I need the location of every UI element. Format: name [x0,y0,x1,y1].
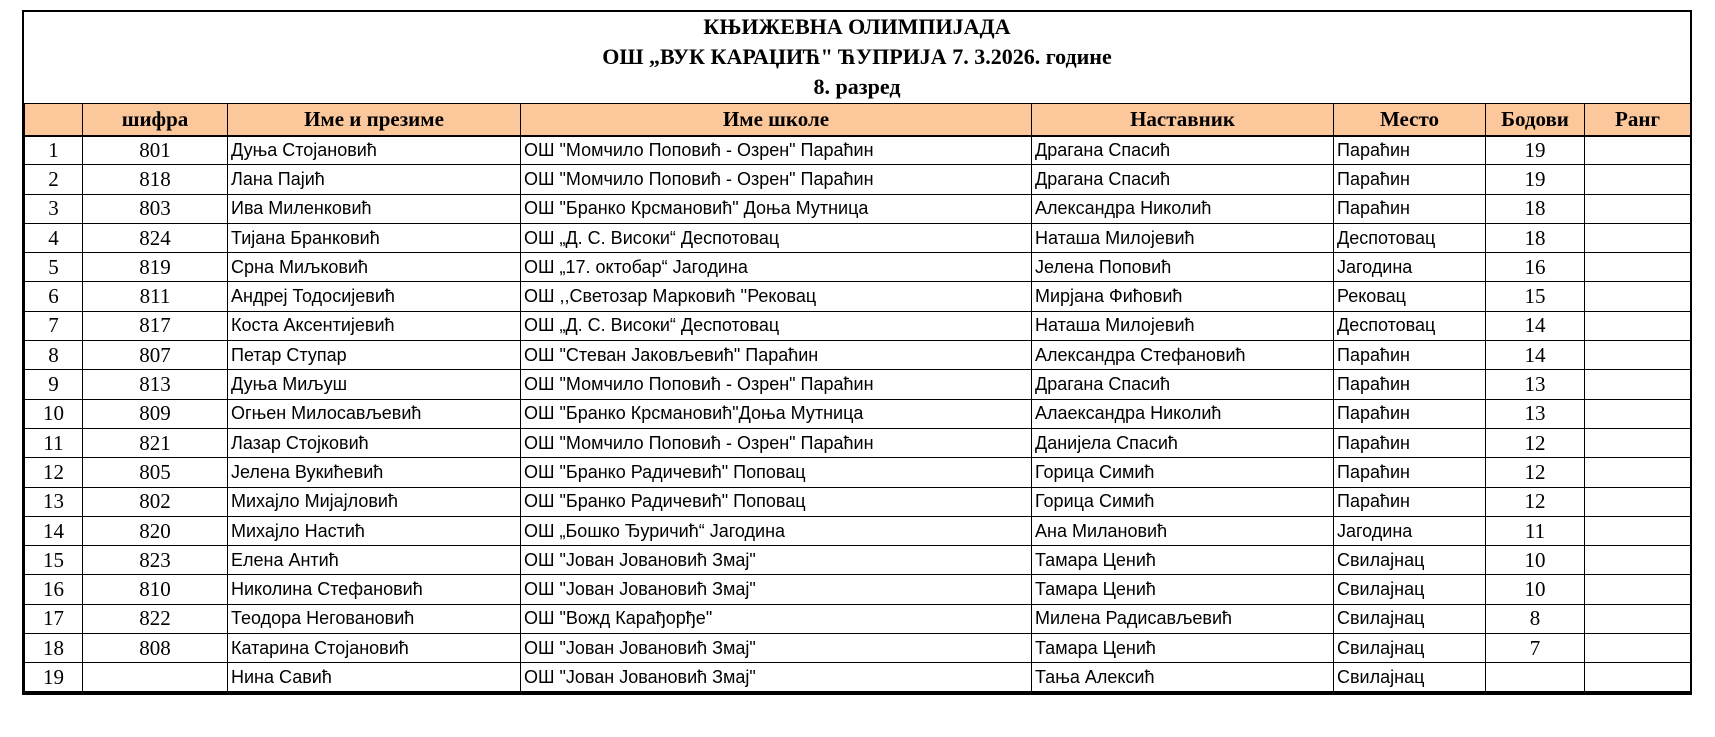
cell-points: 19 [1486,165,1585,194]
cell-school: ОШ "Момчило Поповић - Озрен" Параћин [521,370,1032,399]
results-table [24,103,1691,693]
cell-school: ОШ „Д. С. Високи“ Деспотовац [521,311,1032,340]
header-rank: Ранг [1585,104,1691,136]
row-index: 8 [25,341,83,370]
cell-rank [1585,487,1691,516]
cell-place: Свилајнац [1334,663,1486,692]
cell-rank [1585,136,1691,165]
cell-teacher: Александра Стефановић [1032,341,1334,370]
cell-code: 822 [83,604,228,633]
cell-school: ОШ "Бранко Крсмановић"Доња Мутница [521,399,1032,428]
cell-code: 820 [83,516,228,545]
cell-teacher: Горица Симић [1032,487,1334,516]
cell-school: ОШ „17. октобар“ Јагодина [521,253,1032,282]
cell-school: ОШ "Момчило Поповић - Озрен" Параћин [521,165,1032,194]
cell-place: Параћин [1334,165,1486,194]
table-row [25,516,1691,545]
cell-school: ОШ "Јован Јовановић Змај" [521,634,1032,663]
cell-rank [1585,458,1691,487]
cell-teacher: Алаександра Николић [1032,399,1334,428]
cell-teacher: Горица Симић [1032,458,1334,487]
cell-points: 14 [1486,341,1585,370]
cell-rank [1585,370,1691,399]
table-row [25,311,1691,340]
grade-label: 8. разред [813,74,901,99]
cell-teacher: Данијела Спасић [1032,428,1334,457]
cell-name: Андреј Тодосијевић [228,282,521,311]
cell-points: 19 [1486,136,1585,165]
cell-rank [1585,399,1691,428]
cell-name: Коста Аксентијевић [228,311,521,340]
cell-rank [1585,223,1691,252]
cell-rank [1585,282,1691,311]
table-row [25,282,1691,311]
cell-points: 11 [1486,516,1585,545]
cell-name: Елена Антић [228,546,521,575]
cell-teacher: Тамара Ценић [1032,575,1334,604]
cell-place: Параћин [1334,428,1486,457]
table-row [25,546,1691,575]
cell-rank [1585,194,1691,223]
table-row [25,575,1691,604]
cell-teacher: Ана Милановић [1032,516,1334,545]
cell-place: Параћин [1334,370,1486,399]
cell-name: Тијана Бранковић [228,223,521,252]
cell-points: 18 [1486,194,1585,223]
cell-name: Николина Стефановић [228,575,521,604]
cell-place: Рековац [1334,282,1486,311]
header-school: Име школе [521,104,1032,136]
cell-place: Свилајнац [1334,575,1486,604]
cell-rank [1585,663,1691,692]
cell-place: Свилајнац [1334,604,1486,633]
cell-points [1486,663,1585,692]
cell-teacher: Драгана Спасић [1032,370,1334,399]
cell-place: Јагодина [1334,253,1486,282]
cell-name: Срна Миљковић [228,253,521,282]
row-index: 2 [25,165,83,194]
header-points: Бодови [1486,104,1585,136]
table-row [25,428,1691,457]
row-index: 4 [25,223,83,252]
cell-school: ОШ "Бранко Радичевић" Поповац [521,458,1032,487]
cell-rank [1585,311,1691,340]
header-teacher: Наставник [1032,104,1334,136]
table-row [25,165,1691,194]
cell-points: 13 [1486,399,1585,428]
cell-code: 808 [83,634,228,663]
table-row [25,663,1691,692]
cell-name: Дуња Стојановић [228,136,521,165]
results-sheet [22,10,1692,695]
cell-code: 805 [83,458,228,487]
cell-points: 13 [1486,370,1585,399]
cell-name: Михајло Мијајловић [228,487,521,516]
row-index: 12 [25,458,83,487]
cell-rank [1585,546,1691,575]
cell-teacher: Јелена Поповић [1032,253,1334,282]
cell-code: 810 [83,575,228,604]
cell-teacher: Мирјана Фићовић [1032,282,1334,311]
cell-rank [1585,253,1691,282]
cell-points: 18 [1486,223,1585,252]
cell-code: 807 [83,341,228,370]
cell-teacher: Тамара Ценић [1032,634,1334,663]
cell-code: 821 [83,428,228,457]
cell-points: 8 [1486,604,1585,633]
cell-code: 803 [83,194,228,223]
cell-rank [1585,428,1691,457]
cell-name: Јелена Вукићевић [228,458,521,487]
cell-rank [1585,341,1691,370]
cell-place: Параћин [1334,136,1486,165]
cell-rank [1585,575,1691,604]
cell-name: Огњен Милосављевић [228,399,521,428]
cell-code: 819 [83,253,228,282]
cell-place: Свилајнац [1334,546,1486,575]
cell-place: Параћин [1334,487,1486,516]
cell-place: Деспотовац [1334,223,1486,252]
cell-teacher: Тамара Ценић [1032,546,1334,575]
cell-school: ОШ ,,Светозар Марковић ''Рековац [521,282,1032,311]
cell-code: 824 [83,223,228,252]
cell-points: 14 [1486,311,1585,340]
cell-school: ОШ "Вожд Карађорђе" [521,604,1032,633]
row-index: 5 [25,253,83,282]
cell-school: ОШ "Јован Јовановић Змај" [521,663,1032,692]
document-subtitle: ОШ „ВУК КАРАЏИЋ" ЋУПРИЈА 7. 3.2026. године [602,44,1112,69]
cell-points: 7 [1486,634,1585,663]
cell-points: 12 [1486,458,1585,487]
cell-code: 809 [83,399,228,428]
cell-name: Михајло Настић [228,516,521,545]
cell-teacher: Тања Алексић [1032,663,1334,692]
cell-rank [1585,165,1691,194]
cell-code: 802 [83,487,228,516]
cell-rank [1585,516,1691,545]
row-index: 1 [25,136,83,165]
row-index: 18 [25,634,83,663]
cell-place: Параћин [1334,458,1486,487]
cell-code: 801 [83,136,228,165]
cell-teacher: Драгана Спасић [1032,136,1334,165]
table-row [25,136,1691,165]
document-title: КЊИЖЕВНА ОЛИМПИЈАДА [703,14,1011,39]
cell-points: 15 [1486,282,1585,311]
cell-name: Катарина Стојановић [228,634,521,663]
cell-school: ОШ "Стеван Јаковљевић" Параћин [521,341,1032,370]
cell-points: 10 [1486,546,1585,575]
cell-code: 813 [83,370,228,399]
row-index: 19 [25,663,83,692]
title-block [24,12,1690,103]
row-index: 9 [25,370,83,399]
cell-code: 823 [83,546,228,575]
cell-points: 16 [1486,253,1585,282]
cell-school: ОШ "Момчило Поповић - Озрен" Параћин [521,136,1032,165]
cell-teacher: Драгана Спасић [1032,165,1334,194]
cell-points: 10 [1486,575,1585,604]
cell-name: Дуња Миљуш [228,370,521,399]
table-row [25,634,1691,663]
table-row [25,194,1691,223]
table-row [25,370,1691,399]
cell-place: Параћин [1334,194,1486,223]
cell-school: ОШ „Д. С. Високи“ Деспотовац [521,223,1032,252]
cell-teacher: Наташа Милојевић [1032,223,1334,252]
table-row [25,223,1691,252]
row-index: 3 [25,194,83,223]
header-name: Име и презиме [228,104,521,136]
cell-points: 12 [1486,428,1585,457]
cell-name: Лана Пајић [228,165,521,194]
row-index: 7 [25,311,83,340]
table-row [25,341,1691,370]
cell-name: Ива Миленковић [228,194,521,223]
table-row [25,399,1691,428]
cell-points: 12 [1486,487,1585,516]
row-index: 17 [25,604,83,633]
cell-code: 818 [83,165,228,194]
cell-name: Теодора Негованoвић [228,604,521,633]
cell-code: 811 [83,282,228,311]
cell-name: Петар Ступар [228,341,521,370]
cell-school: ОШ „Бошко Ђуричић“ Јагодина [521,516,1032,545]
cell-place: Свилајнац [1334,634,1486,663]
row-index: 11 [25,428,83,457]
table-row [25,604,1691,633]
cell-code: 817 [83,311,228,340]
row-index: 15 [25,546,83,575]
cell-place: Јагодина [1334,516,1486,545]
header-index [25,104,83,136]
cell-name: Лазар Стојковић [228,428,521,457]
cell-school: ОШ "Бранко Крсмановић" Доња Мутница [521,194,1032,223]
cell-teacher: Александра Николић [1032,194,1334,223]
cell-teacher: Милена Радисављевић [1032,604,1334,633]
cell-code [83,663,228,692]
row-index: 6 [25,282,83,311]
cell-place: Параћин [1334,341,1486,370]
table-row [25,487,1691,516]
cell-school: ОШ "Момчило Поповић - Озрен" Параћин [521,428,1032,457]
row-index: 10 [25,399,83,428]
cell-rank [1585,634,1691,663]
cell-rank [1585,604,1691,633]
header-place: Место [1334,104,1486,136]
cell-teacher: Наташа Милојевић [1032,311,1334,340]
cell-school: ОШ "Јован Јовановић Змај" [521,575,1032,604]
row-index: 14 [25,516,83,545]
table-row [25,458,1691,487]
table-row [25,253,1691,282]
cell-place: Параћин [1334,399,1486,428]
cell-school: ОШ "Бранко Радичевић" Поповац [521,487,1032,516]
cell-school: ОШ "Јован Јовановић Змај" [521,546,1032,575]
header-code: шифра [83,104,228,136]
cell-name: Нина Савић [228,663,521,692]
cell-place: Деспотовац [1334,311,1486,340]
row-index: 16 [25,575,83,604]
header-row [25,104,1691,136]
row-index: 13 [25,487,83,516]
